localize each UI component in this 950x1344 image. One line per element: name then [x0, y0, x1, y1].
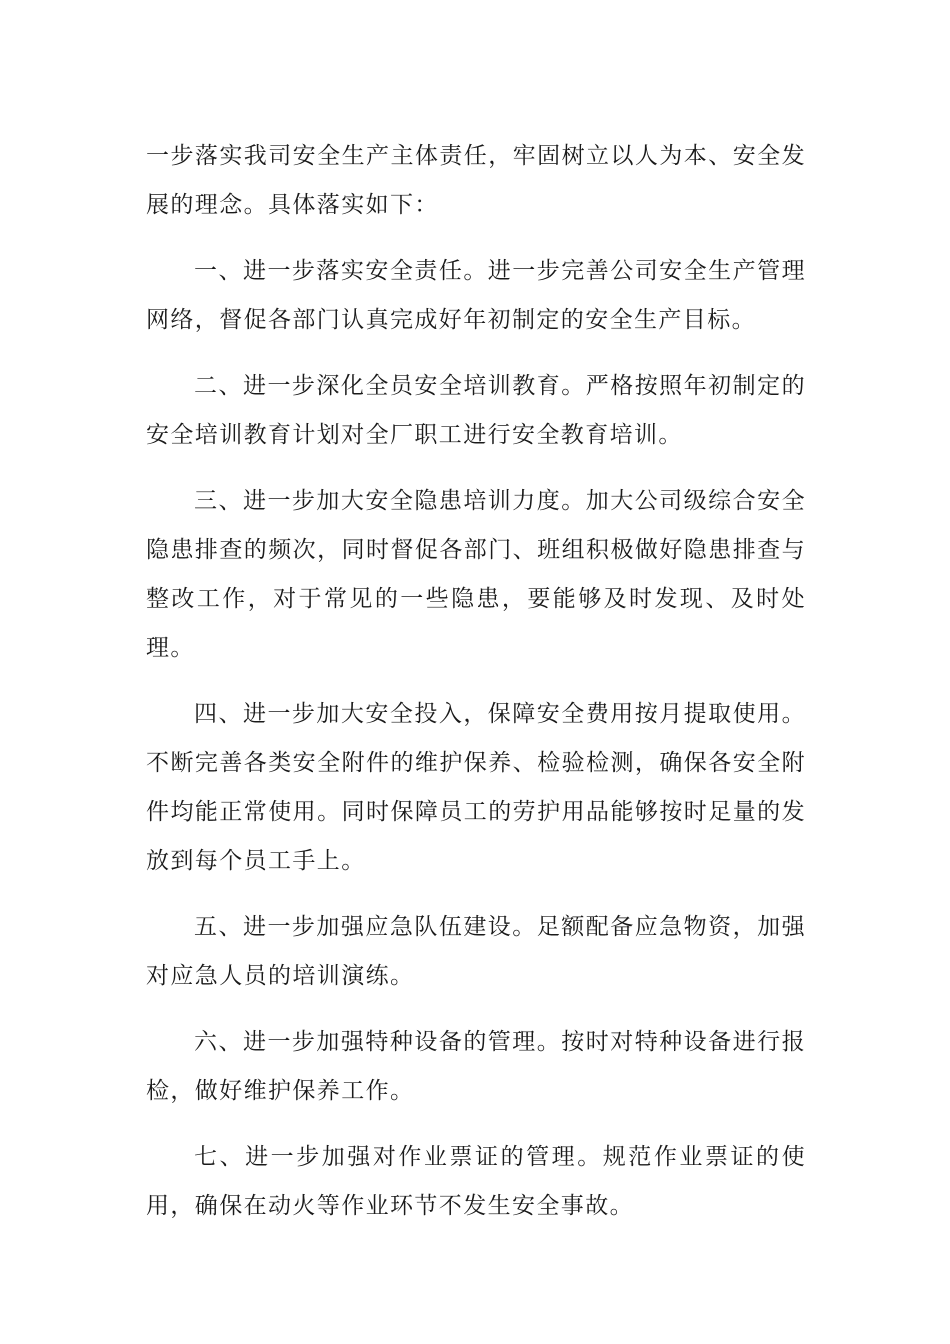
- paragraph-item-1: 一、进一步落实安全责任。进一步完善公司安全生产管理网络，督促各部门认真完成好年初制定的安全生产目标。: [146, 258, 806, 333]
- paragraph-item-5: 五、进一步加强应急队伍建设。足额配备应急物资，加强对应急人员的培训演练。: [146, 914, 806, 989]
- document-body: [146, 132, 806, 1231]
- paragraph-item-3: 三、进一步加大安全隐患培训力度。加大公司级综合安全隐患排查的频次，同时督促各部门、班组积极做好隐患排查与整改工作，对于常见的一些隐患，要能够及时发现、及时处理。: [146, 488, 806, 661]
- paragraph-item-2: 二、进一步深化全员安全培训教育。严格按照年初制定的安全培训教育计划对全厂职工进行安全教育培训。: [146, 373, 806, 448]
- paragraph-item-4: 四、进一步加大安全投入，保障安全费用按月提取使用。不断完善各类安全附件的维护保养、检验检测，确保各安全附件均能正常使用。同时保障员工的劳护用品能够按时足量的发放到每个员工手上。: [146, 701, 806, 874]
- paragraph-item-7: 七、进一步加强对作业票证的管理。规范作业票证的使用，确保在动火等作业环节不发生安全事故。: [146, 1144, 806, 1219]
- paragraph-item-6: 六、进一步加强特种设备的管理。按时对特种设备进行报检，做好维护保养工作。: [146, 1029, 806, 1104]
- paragraph-continuation: 一步落实我司安全生产主体责任，牢固树立以人为本、安全发展的理念。具体落实如下：: [146, 143, 806, 218]
